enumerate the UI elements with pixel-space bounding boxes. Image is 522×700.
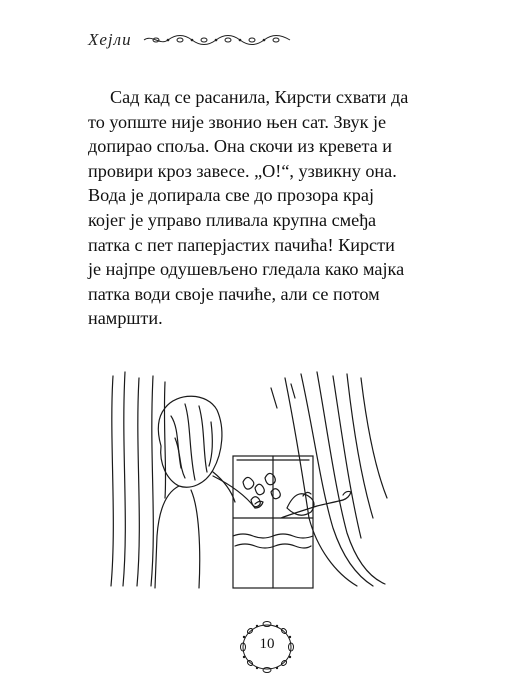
floral-vine-ornament-icon [142, 33, 292, 47]
text-line: то уопште није звонио њен сат. Звук је [88, 111, 387, 132]
text-line: патка води своје пачиће, али се потом [88, 283, 380, 304]
page-number: 10 [259, 636, 275, 652]
running-header [88, 28, 292, 52]
text-line: провири кроз завесе. „О!“, узвикну она. [88, 160, 397, 181]
text-line: је најпре одушевљено гледала како мајка [88, 259, 405, 280]
text-line: патка с пет паперјастих пачића! Кирсти [88, 234, 395, 255]
body-paragraph [88, 85, 448, 331]
header-title: Хејли [88, 30, 132, 49]
text-line: намршти. [88, 308, 163, 329]
text-line: Вода је допирала све до прозора крај [88, 185, 375, 206]
text-line: којег је управо пливала крупна смеђа [88, 209, 377, 230]
text-line: Сад кад се расанила, Кирсти схвати да [110, 87, 409, 107]
text-line: допирао споља. Она скочи из кревета и [88, 136, 392, 157]
girl-at-window-with-ducks-illustration [95, 368, 395, 590]
